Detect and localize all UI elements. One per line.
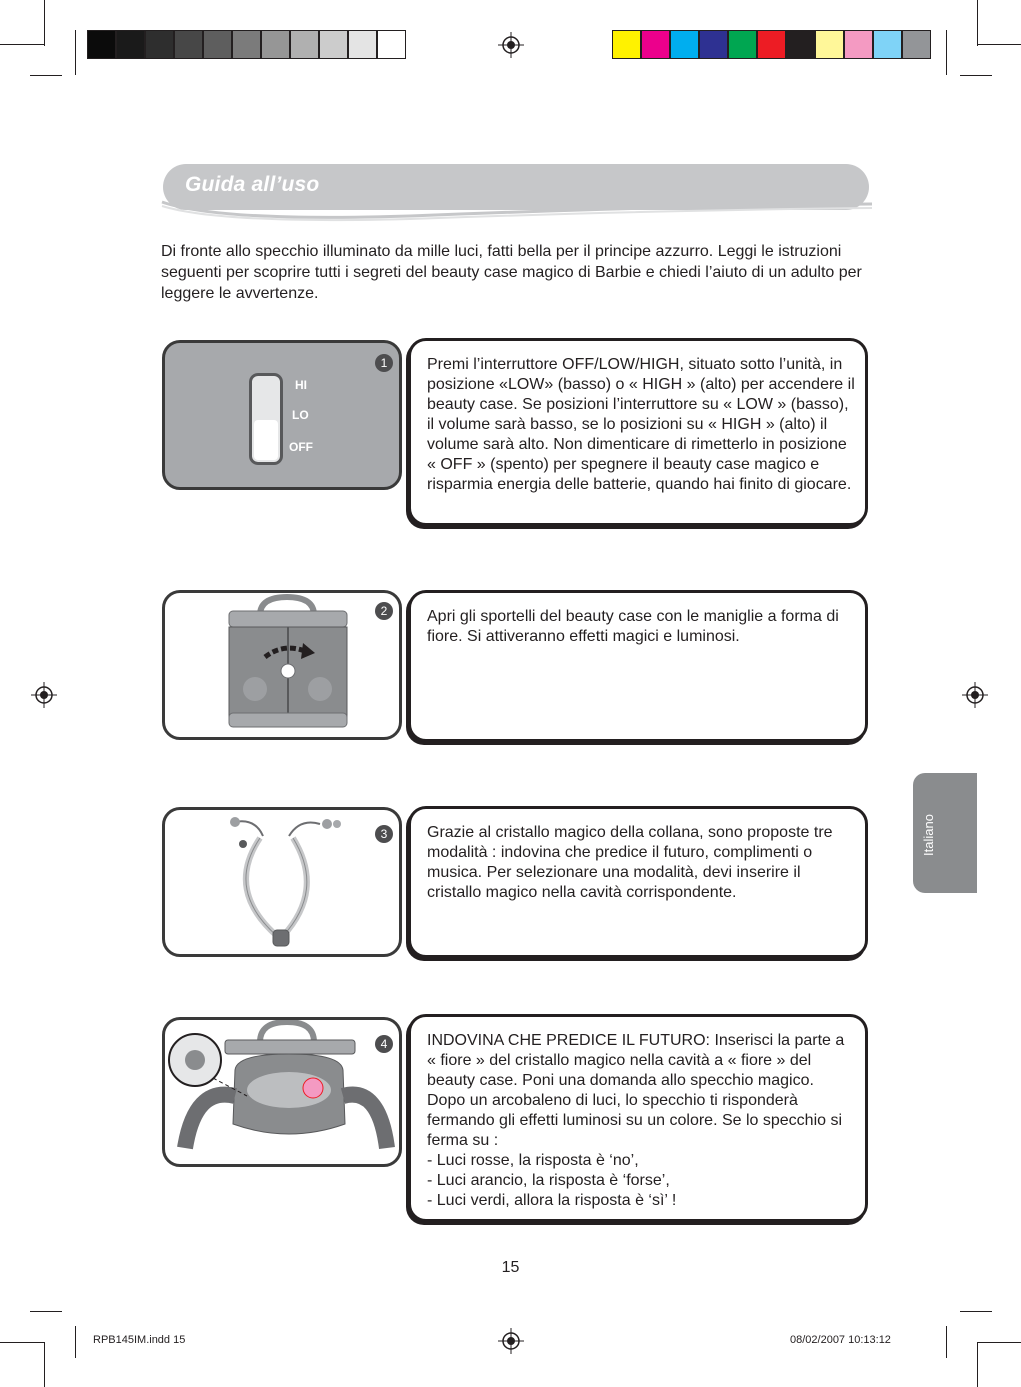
registration-mark-icon (498, 32, 524, 58)
crop-mark (977, 0, 978, 46)
step-number-badge: 4 (375, 1035, 393, 1053)
step-number-badge: 2 (375, 602, 393, 620)
crop-mark (960, 75, 992, 76)
footer-timestamp: 08/02/2007 10:13:12 (790, 1334, 891, 1346)
crop-mark (75, 30, 76, 75)
step-4-text-box (408, 1014, 868, 1222)
process-color-swatch (670, 30, 699, 59)
registration-mark-icon (498, 1328, 524, 1354)
grayscale-swatch (348, 30, 377, 59)
language-tab-label: Italiano (921, 814, 936, 856)
registration-mark-icon (962, 682, 988, 708)
grayscale-swatch (319, 30, 348, 59)
grayscale-swatch (145, 30, 174, 59)
grayscale-swatch (377, 30, 406, 59)
step-4-paragraph: INDOVINA CHE PREDICE IL FUTURO: Inserisci la parte a « fiore » del cristallo magico nella cavità a « fiore » del beauty case. Poni una domanda allo specchio magico. Dopo un arcobaleno di luci, lo specchio ti risponderà fermando gli effetti luminosi su un colore. Se lo specchio si ferma su : (427, 1032, 845, 1149)
grayscale-swatch (203, 30, 232, 59)
grayscale-swatch (116, 30, 145, 59)
step-3-text: Grazie al cristallo magico della collana, sono proposte tre modalità : indovina che predice il futuro, complimenti o musica. Per selezionare una modalità, devi inserire il cristallo magico nella cavità corrispondente. (427, 824, 833, 901)
title-swoosh (160, 196, 874, 222)
switch-slider (254, 420, 278, 460)
process-color-swatch (728, 30, 757, 59)
crop-mark (977, 1342, 1021, 1343)
page-title: Guida all’uso (185, 173, 320, 196)
crop-mark (0, 44, 44, 45)
registration-mark-icon (31, 682, 57, 708)
crop-mark (30, 1311, 62, 1312)
step-4-answer-orange: - Luci arancio, la risposta è ‘forse’, (427, 1172, 670, 1189)
step-2-text-box (408, 590, 868, 742)
necklace-icon (165, 810, 399, 954)
crop-mark (44, 1342, 45, 1387)
switch-label-hi: HI (295, 378, 307, 392)
intro-paragraph: Di fronte allo specchio illuminato da mille luci, fatti bella per il principe azzurro. Leggi le istruzioni seguenti per scoprire tutti i segreti del beauty case magico di Barbie e chiedi l’aiuto di un adulto per leggere le avvertenze. (161, 243, 862, 302)
step-number-badge: 1 (375, 354, 393, 372)
process-color-swatch (786, 30, 815, 59)
crop-mark (977, 1342, 978, 1387)
grayscale-swatch (290, 30, 319, 59)
process-color-swatch (612, 30, 641, 59)
step-3-illustration (162, 807, 402, 957)
footer-filename: RPB145IM.indd 15 (93, 1334, 186, 1346)
step-number-badge: 3 (375, 825, 393, 843)
beauty-case-open-icon (165, 1020, 399, 1164)
step-1-illustration (162, 340, 402, 490)
process-color-swatch (815, 30, 844, 59)
crop-mark (75, 1326, 76, 1358)
step-4-illustration (162, 1017, 402, 1167)
crop-mark (44, 0, 45, 46)
step-2-text: Apri gli sportelli del beauty case con le maniglie a forma di fiore. Si attiveranno effetti magici e luminosi. (427, 608, 839, 645)
step-3-text-box (408, 806, 868, 958)
crop-mark (30, 75, 62, 76)
process-color-swatch (902, 30, 931, 59)
process-color-swatch (873, 30, 902, 59)
crop-mark (946, 30, 947, 75)
grayscale-swatch (261, 30, 290, 59)
step-4-answer-red: - Luci rosse, la risposta è ‘no’, (427, 1152, 639, 1169)
page-number: 15 (501, 1259, 520, 1276)
process-color-swatch (641, 30, 670, 59)
crop-mark (946, 1326, 947, 1358)
process-color-swatch (844, 30, 873, 59)
step-1-text-box (408, 338, 868, 526)
crop-mark (0, 1342, 44, 1343)
grayscale-swatch (87, 30, 116, 59)
grayscale-swatch (174, 30, 203, 59)
crop-mark (960, 1311, 992, 1312)
process-color-swatch (699, 30, 728, 59)
grayscale-swatch (232, 30, 261, 59)
switch-label-off: OFF (289, 440, 313, 454)
step-4-answer-green: - Luci verdi, allora la risposta è ‘sì’ ! (427, 1192, 677, 1209)
step-2-illustration (162, 590, 402, 740)
process-color-swatch (757, 30, 786, 59)
step-4-text (427, 1031, 855, 1211)
step-1-text: Premi l’interruttore OFF/LOW/HIGH, situato sotto l’unità, in posizione «LOW» (basso) o « HIGH » (alto) per accendere il beauty case. Se posizioni l’interruttore su « LOW » (basso), il volume sarà basso, se lo posizioni su « HIGH » (alto) il volume sarà alto. Non dimenticare di rimetterlo in posizione « OFF » (spento) per spegnere il beauty case magico e risparmia energia delle batterie, quando hai finito di giocare. (427, 356, 855, 493)
beauty-case-closed-icon (165, 593, 399, 737)
switch-label-lo: LO (292, 408, 309, 422)
crop-mark (977, 44, 1021, 45)
